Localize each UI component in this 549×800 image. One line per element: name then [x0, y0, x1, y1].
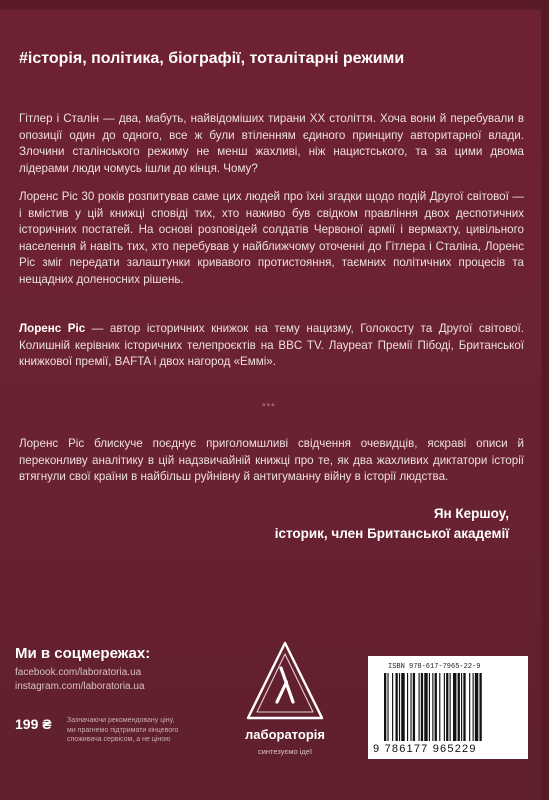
barcode-bar: [424, 673, 427, 741]
isbn-text: ISBN 978-617-7965-22-9: [388, 663, 481, 671]
barcode-bar: [421, 673, 423, 741]
barcode-bar: [446, 673, 448, 741]
barcode-bar: [419, 673, 420, 741]
barcode-bar: [469, 673, 470, 741]
barcode-bar: [453, 673, 456, 741]
quote-attribution: [275, 504, 509, 544]
publisher-name: лабораторія: [245, 727, 325, 742]
barcode-bar: [410, 673, 411, 741]
barcode-digits: 9 786177 965229: [373, 743, 477, 755]
blurb-paragraph-2: Лоренс Ріс 30 років розпитував саме цих людей про їхні згадки щодо подій Другої світової — і вмістив у цій книжці сповіді тих, хто наживо був свідком правління двох деспотичних історичних постатей. На основі розповідей солдатів Червоної армії і вермахту, цивільного населення й навіть тих, хто перебував у найближчому оточенні до Гітлера і Сталіна, Лоренс Ріс зміг передати залаштунки кривавого протистояння, таємних політичних процесів та нещадних доленосних рішень.: [19, 190, 524, 286]
barcode-bar: [463, 673, 465, 741]
quote-author-name: Ян Кершоу,: [433, 506, 509, 521]
hashtags-heading: #історія, політика, біографії, тоталітарні режими: [19, 50, 405, 67]
section-divider-ornament: ◦◦◦: [262, 400, 276, 411]
triangle-lambda-logo-icon: [245, 640, 325, 722]
instagram-link[interactable]: instagram.com/laboratoria.ua: [15, 681, 145, 692]
barcode-bar: [387, 673, 388, 741]
barcode-bar: [473, 673, 474, 741]
top-edge: [0, 0, 549, 10]
blurb-paragraph-1: Гітлер і Сталін — два, мабуть, найвідоміших тирани XX століття. Хоча вони й перебували в опозиції один до одного, все ж були втіленням єдиного принципу авторитарної влади. Злочини сталінського режиму не менш жахливі, ніж нацистського, та за цими двома лідерами люди чомусь ішли до кінця. Чому?: [19, 112, 524, 175]
facebook-link[interactable]: facebook.com/laboratoria.ua: [15, 667, 142, 678]
barcode-bar: [396, 673, 398, 741]
author-bio-text: — автор історичних книжок на тему нацизму, Голокосту та Другої світової. Колишній керівник історичних телепроєктів на BBC TV. Лауреат Премії Пібоді, Британської книжкової премії, BAFTA і двох нагород «Еммі».: [19, 322, 524, 368]
barcode: [382, 673, 514, 743]
barcode-bar: [479, 673, 481, 741]
barcode-panel: [368, 656, 528, 759]
barcode-bar: [429, 673, 430, 741]
barcode-bar: [384, 673, 386, 741]
publisher-tagline: синтезуємо ідеї: [257, 747, 313, 756]
barcode-bar: [413, 673, 415, 741]
barcode-bar: [432, 673, 433, 741]
barcode-bar: [439, 673, 440, 741]
author-bio: [19, 321, 524, 371]
price-note: Зазначаючи рекомендовану ціну, ми прагнемо підтримати кінцевого споживача сервісом, а не ціною: [67, 717, 179, 743]
barcode-bar: [399, 673, 400, 741]
barcode-bar: [444, 673, 445, 741]
barcode-bar: [475, 673, 478, 741]
author-name: Лоренс Ріс: [19, 322, 86, 335]
publisher-logo: [230, 640, 340, 770]
barcode-bar: [435, 673, 437, 741]
barcode-bar: [461, 673, 462, 741]
barcode-bar: [401, 673, 404, 741]
barcode-bar: [392, 673, 393, 741]
social-heading: Ми в соцмережах:: [15, 645, 151, 662]
review-quote: Лоренс Ріс блискуче поєднує приголомшливі свідчення очевидців, яскраві описи й переконливу аналітику в цій надзвичайній книжці про те, як два жахливих диктатори історії втягнули свої країни в найбільш руйнівну й антигуманну війну в історії людства.: [19, 437, 524, 483]
barcode-bar: [407, 673, 408, 741]
right-edge: [541, 0, 549, 800]
barcode-bar: [450, 673, 451, 741]
barcode-bar: [458, 673, 460, 741]
price: 199 ₴: [15, 716, 52, 732]
quote-author-role: історик, член Британської академії: [274, 526, 509, 541]
